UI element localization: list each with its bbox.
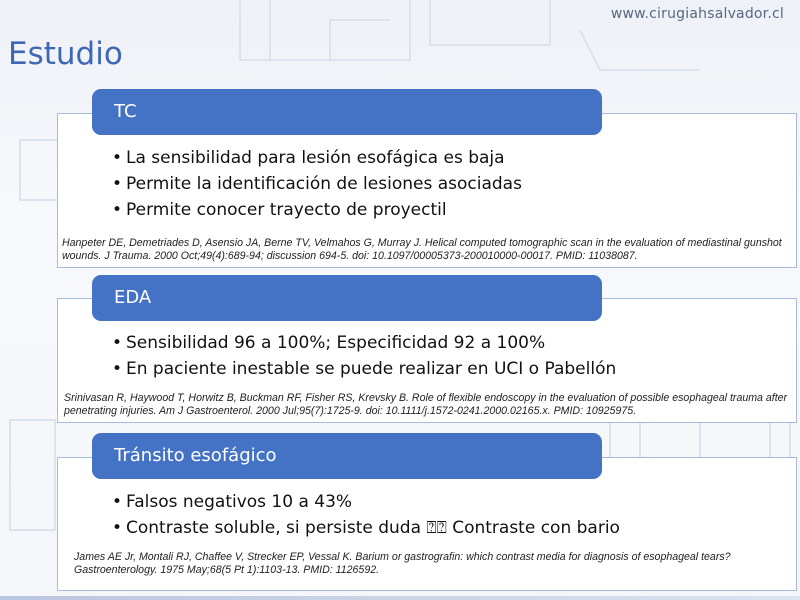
bullet-list-eda [112, 330, 616, 382]
site-url: www.cirugiahsalvador.cl [610, 6, 784, 22]
bullet-icon: • [112, 333, 123, 353]
bullet-text: Contraste soluble, si persiste duda ⍰⍰ Contraste con bario [126, 518, 620, 538]
section-header-tc: TC [92, 89, 602, 135]
bullet-item [112, 489, 620, 515]
bullet-icon: • [112, 174, 123, 194]
bullet-item [112, 171, 522, 197]
bullet-icon: • [112, 200, 123, 220]
bullet-text: En paciente inestable se puede realizar en UCI o Pabellón [126, 359, 617, 379]
citation-eda: Srinivasan R, Haywood T, Horwitz B, Buckman RF, Fisher RS, Krevsky B. Role of flexible endoscopy in the evaluation of possible esophageal trauma after penetrating injuries. Am J Gastroenterol. 2000 Jul;95(7):1725-9. doi: 10.1111/j.1572-0241.2000.02165.x. PMID: 10925975. [64, 392, 788, 417]
bullet-list-transito [112, 489, 620, 541]
bullet-icon: • [112, 518, 123, 538]
bullet-item [112, 197, 522, 223]
bullet-item [112, 356, 616, 382]
bullet-list-tc [112, 145, 522, 223]
section-header-transito: Tránsito esofágico [92, 433, 602, 479]
bullet-icon: • [112, 359, 123, 379]
bottom-bar [0, 596, 800, 600]
citation-transito: James AE Jr, Montali RJ, Chaffee V, Strecker EP, Vessal K. Barium or gastrografin: which contrast media for diagnosis of esophageal tears? Gastroenterology. 1975 May;68(5 Pt 1):1103-13. PMID: 1126592. [74, 551, 731, 576]
bullet-text: Falsos negativos 10 a 43% [126, 492, 353, 512]
bullet-text: Sensibilidad 96 a 100%; Especificidad 92 a 100% [126, 333, 546, 353]
bullet-item [112, 515, 620, 541]
bullet-item [112, 330, 616, 356]
bullet-text: Permite la identificación de lesiones asociadas [126, 174, 522, 194]
bullet-text: La sensibilidad para lesión esofágica es baja [126, 148, 505, 168]
slide-title: Estudio [8, 36, 123, 72]
bullet-item [112, 145, 522, 171]
section-header-eda: EDA [92, 275, 602, 321]
bullet-text: Permite conocer trayecto de proyectil [126, 200, 447, 220]
citation-tc: Hanpeter DE, Demetriades D, Asensio JA, Berne TV, Velmahos G, Murray J. Helical computed tomographic scan in the evaluation of mediastinal gunshot wounds. J Trauma. 2000 Oct;49(4):689-94; discussion 694-5. doi: 10.1097/00005373-200010000-00017. PMID: 11038087. [62, 237, 782, 262]
bullet-icon: • [112, 492, 123, 512]
bullet-icon: • [112, 148, 123, 168]
